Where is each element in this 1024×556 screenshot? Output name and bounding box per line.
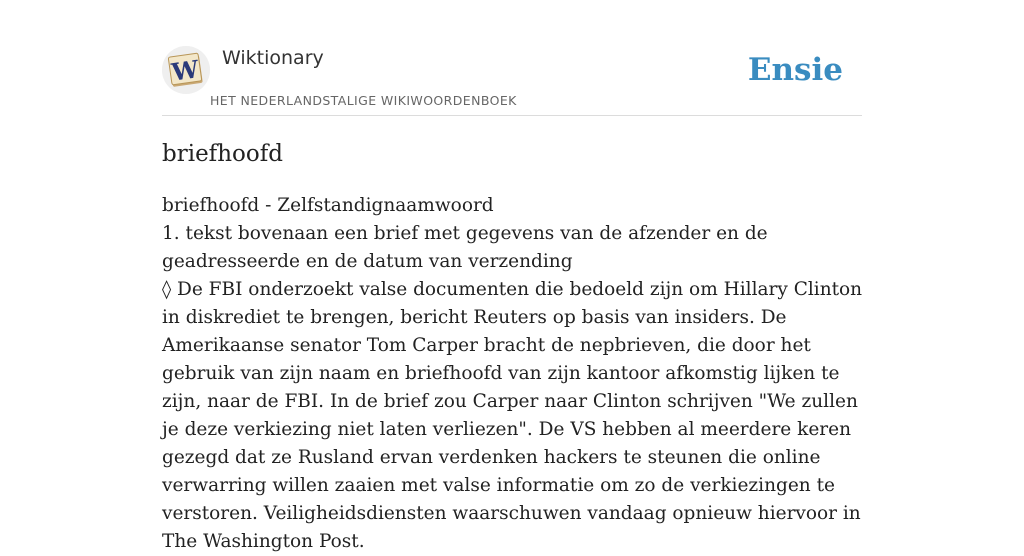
wiktionary-tile-icon: [162, 46, 210, 94]
site-header: [162, 40, 862, 116]
page-title: briefhoofd: [162, 141, 283, 167]
site-subtitle: HET NEDERLANDSTALIGE WIKIWOORDENBOEK: [210, 93, 517, 108]
ensie-brand-logo[interactable]: Ensie: [747, 52, 843, 88]
part-of-speech-line: briefhoofd - Zelfstandignaamwoord: [162, 195, 494, 216]
example-text: ◊ De FBI onderzoekt valse documenten die bedoeld zijn om Hillary Clinton in diskrediet te brengen, bericht Reuters op basis van insiders. De Amerikaanse senator Tom Carper bracht de nepbrieven, die door het gebruik van zijn naam en briefhoofd van zijn kantoor afkomstig lijken te zijn, naar de FBI. In de brief zou Carper naar Clinton schrijven "We zullen je deze verkiezing niet laten verliezen". De VS hebben al meerdere keren gezegd dat ze Rusland ervan verdenken hackers te steunen die online verwarring willen zaaien met valse informatie om zo de verkiezingen te verstoren. Veiligheidsdiensten waarschuwen vandaag opnieuw hiervoor in The Washington Post.: [162, 279, 863, 552]
site-name[interactable]: Wiktionary: [222, 47, 324, 69]
entry-content: [162, 192, 868, 556]
logo-letter: W: [169, 54, 201, 87]
wiktionary-logo[interactable]: [162, 46, 210, 94]
definition: 1. tekst bovenaan een brief met gegevens van de afzender en de geadresseerde en de datum van verzending: [162, 223, 768, 272]
